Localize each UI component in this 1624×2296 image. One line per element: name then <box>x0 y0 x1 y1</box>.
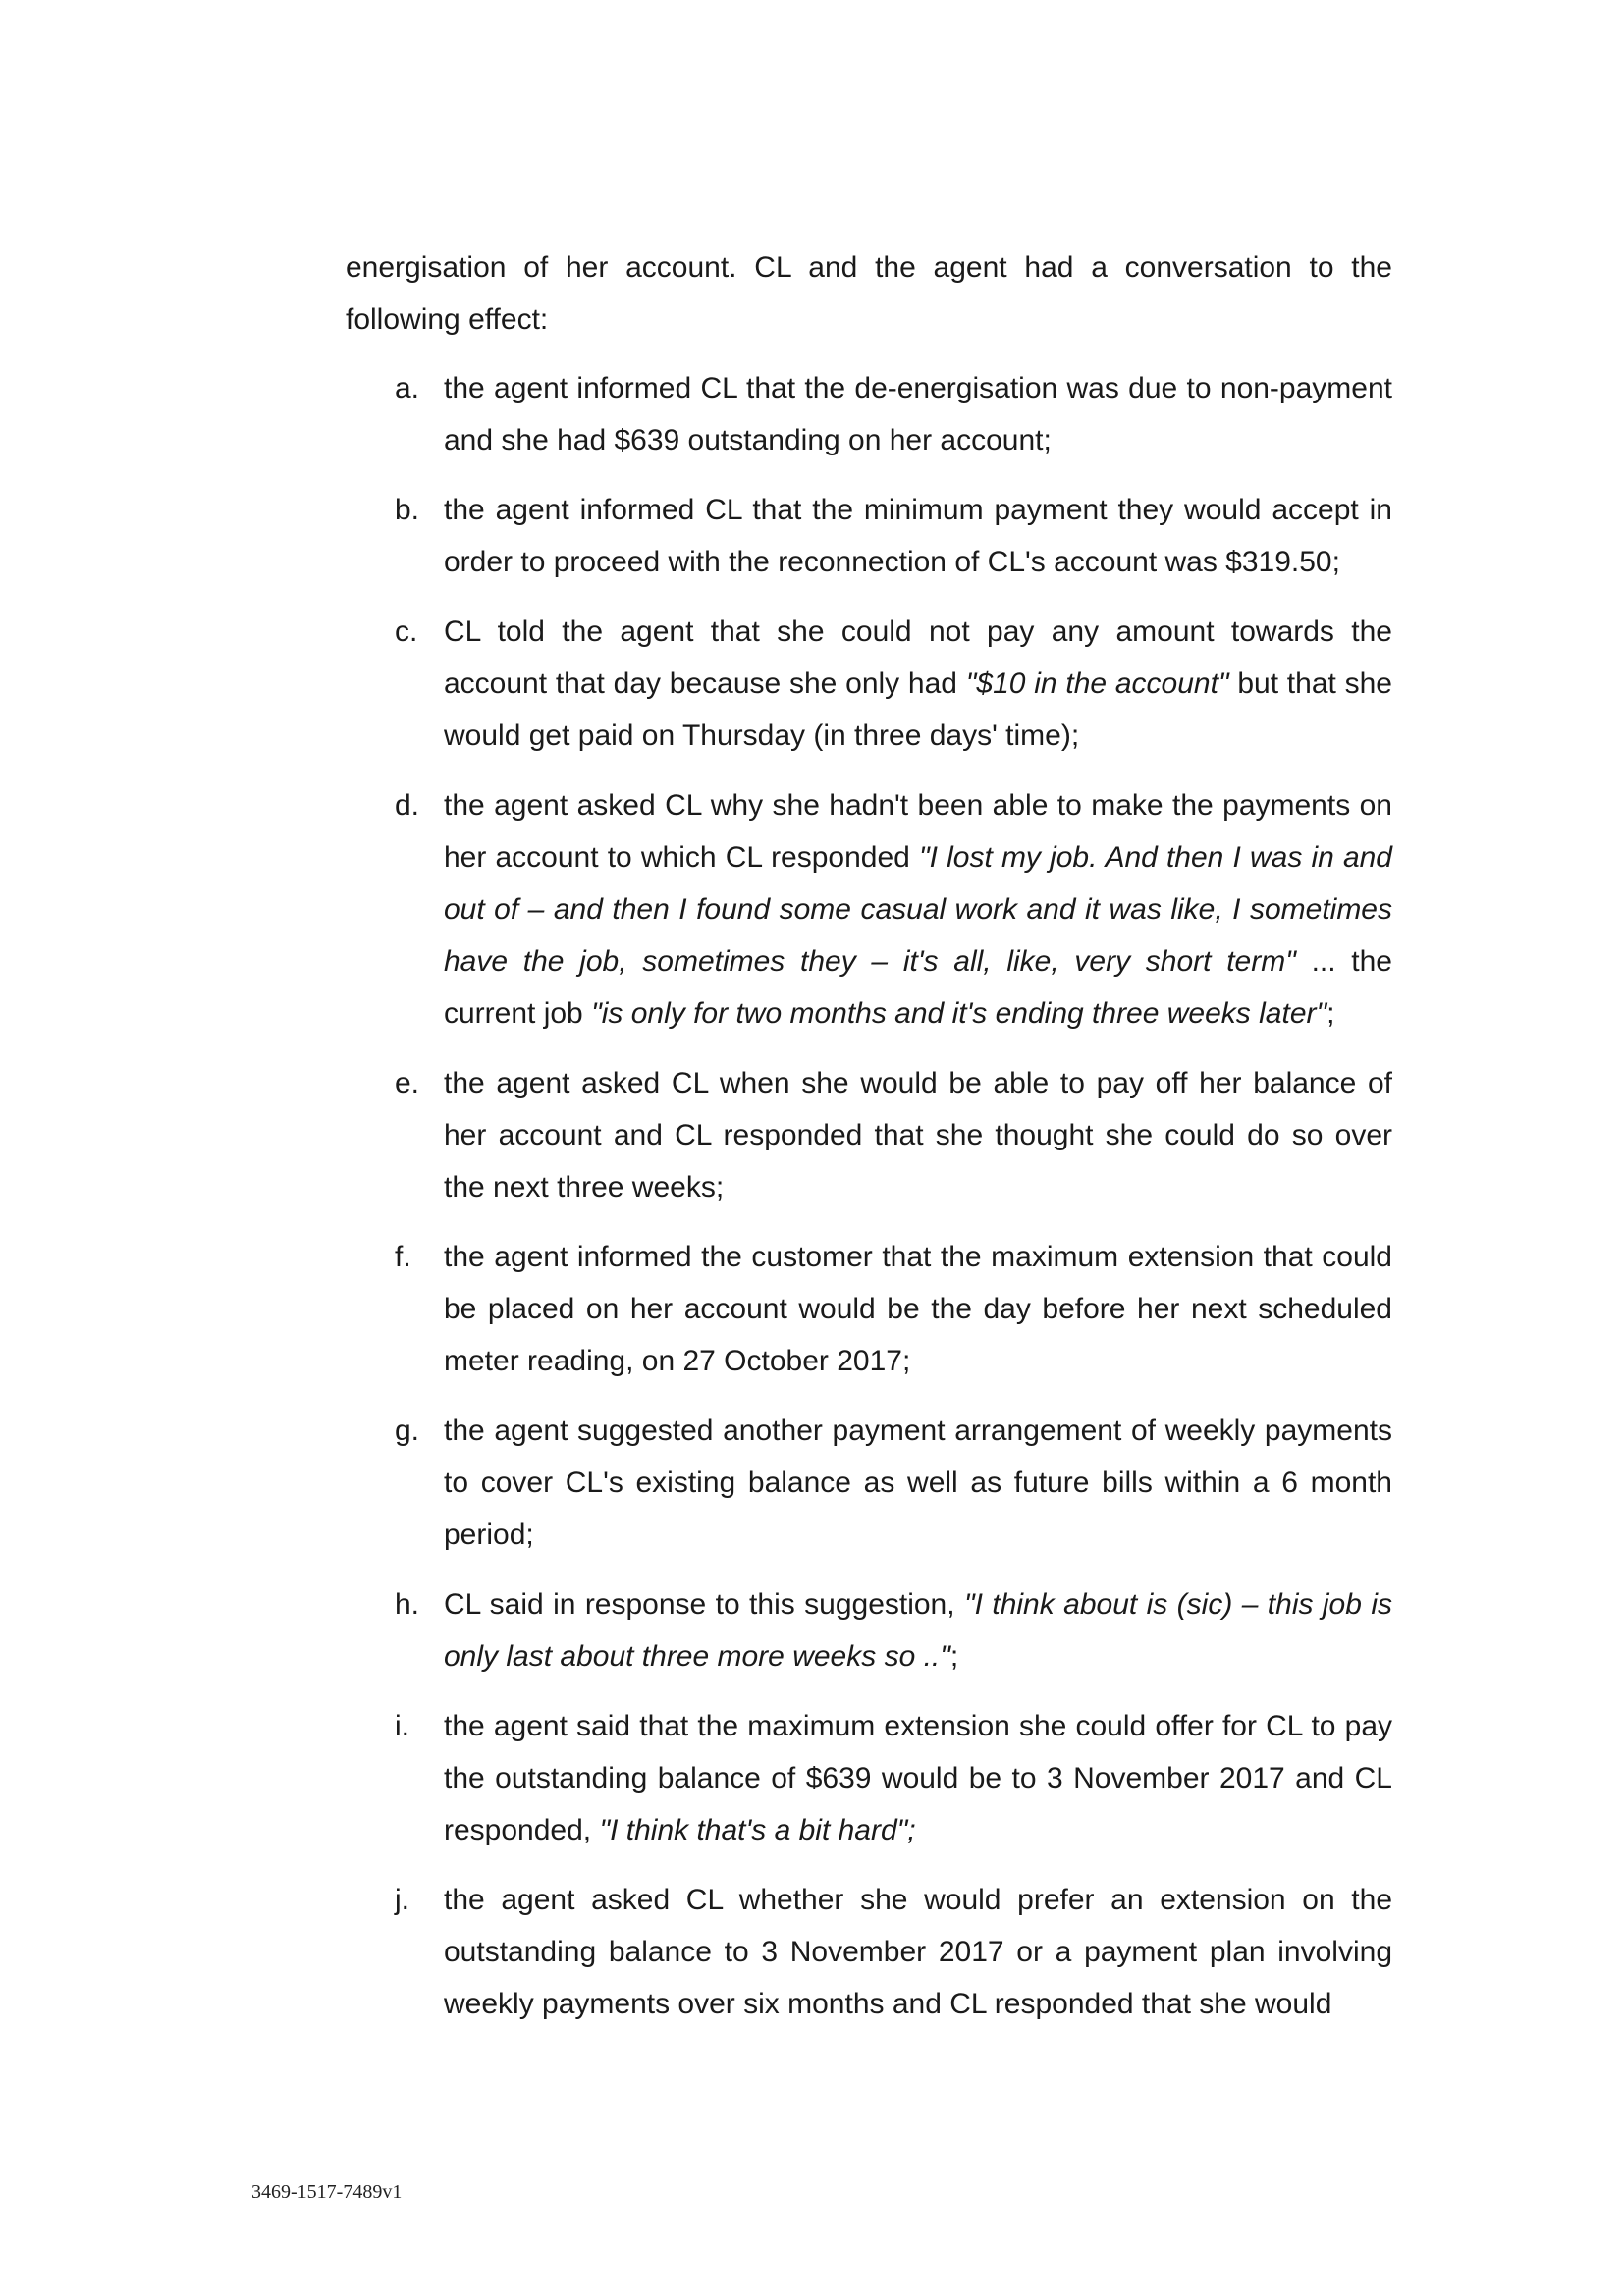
quoted-speech: "$10 in the account" <box>965 667 1229 700</box>
text-segment: the agent informed CL that the de-energisation was due to non-payment and she had $639 outstanding on her account; <box>444 372 1392 456</box>
list-item <box>346 362 1392 466</box>
list-item <box>346 1057 1392 1213</box>
text-segment: the agent informed the customer that the maximum extension that could be placed on her account would be the day before her next scheduled meter reading, on 27 October 2017; <box>444 1241 1392 1377</box>
list-item-marker: c. <box>395 615 418 648</box>
list-item-marker: d. <box>395 789 420 822</box>
text-segment: the agent asked CL whether she would prefer an extension on the outstanding balance to 3 November 2017 or a payment plan involving weekly payments over six months and CL responded that she would <box>444 1884 1392 2020</box>
text-segment: the agent informed CL that the minimum payment they would accept in order to proceed with the reconnection of CL's account was $319.50; <box>444 494 1392 578</box>
list-item-marker: e. <box>395 1067 420 1099</box>
list-item-text <box>444 779 1392 1040</box>
list-item-text <box>444 606 1392 762</box>
list-item-marker: h. <box>395 1588 420 1621</box>
document-reference-footer: 3469-1517-7489v1 <box>251 2181 403 2203</box>
list-item-marker: g. <box>395 1415 420 1447</box>
list-item-marker: f. <box>395 1241 411 1273</box>
list-item-text <box>444 1231 1392 1387</box>
quoted-speech: "I think that's a bit hard"; <box>599 1814 916 1846</box>
text-segment: ... the current job <box>444 945 1392 1030</box>
list-item-text <box>444 362 1392 466</box>
list-item-text <box>444 1057 1392 1213</box>
list-item-text <box>444 1405 1392 1561</box>
list-item <box>346 1874 1392 2030</box>
list-item <box>346 484 1392 588</box>
quoted-speech: "is only for two months and it's ending three weeks later" <box>591 997 1327 1030</box>
list-item <box>346 1578 1392 1682</box>
list-item-text <box>444 1874 1392 2030</box>
list-item-marker: a. <box>395 372 420 404</box>
list-item <box>346 779 1392 1040</box>
text-segment: the agent said that the maximum extension she could offer for CL to pay the outstanding balance of $639 would be to 3 November 2017 and CL responded, <box>444 1710 1392 1846</box>
intro-paragraph: energisation of her account. CL and the agent had a conversation to the following effect: <box>346 251 1392 336</box>
text-segment: CL said in response to this suggestion, <box>444 1588 964 1621</box>
list-item-text <box>444 484 1392 588</box>
conversation-list <box>346 362 1392 2048</box>
list-item <box>346 1405 1392 1561</box>
list-item-text <box>444 1578 1392 1682</box>
text-segment: but that she would get paid on Thursday (in three days' time); <box>444 667 1392 752</box>
text-segment: the agent suggested another payment arrangement of weekly payments to cover CL's existing balance as well as future bills within a 6 month period; <box>444 1415 1392 1551</box>
text-segment: the agent asked CL when she would be able to pay off her balance of her account and CL responded that she thought she could do so over the next three weeks; <box>444 1067 1392 1203</box>
list-item <box>346 1231 1392 1387</box>
quoted-speech: "I lost my job. And then I was in and out of – and then I found some casual work and it was like, I sometimes have the job, sometimes they – it's all, like, very short term" <box>444 841 1392 978</box>
quoted-speech: "I think about is (sic) – this job is only last about three more weeks so .." <box>444 1588 1392 1673</box>
text-segment: ; <box>1326 997 1335 1030</box>
list-item <box>346 606 1392 762</box>
text-segment: CL told the agent that she could not pay any amount towards the account that day because she only had <box>444 615 1392 700</box>
list-item-marker: b. <box>395 494 420 526</box>
text-segment: ; <box>949 1640 959 1673</box>
list-item <box>346 1700 1392 1856</box>
text-segment: the agent asked CL why she hadn't been able to make the payments on her account to which CL responded <box>444 789 1392 874</box>
list-item-text <box>444 1700 1392 1856</box>
list-item-marker: j. <box>395 1884 409 1916</box>
list-item-marker: i. <box>395 1710 409 1742</box>
